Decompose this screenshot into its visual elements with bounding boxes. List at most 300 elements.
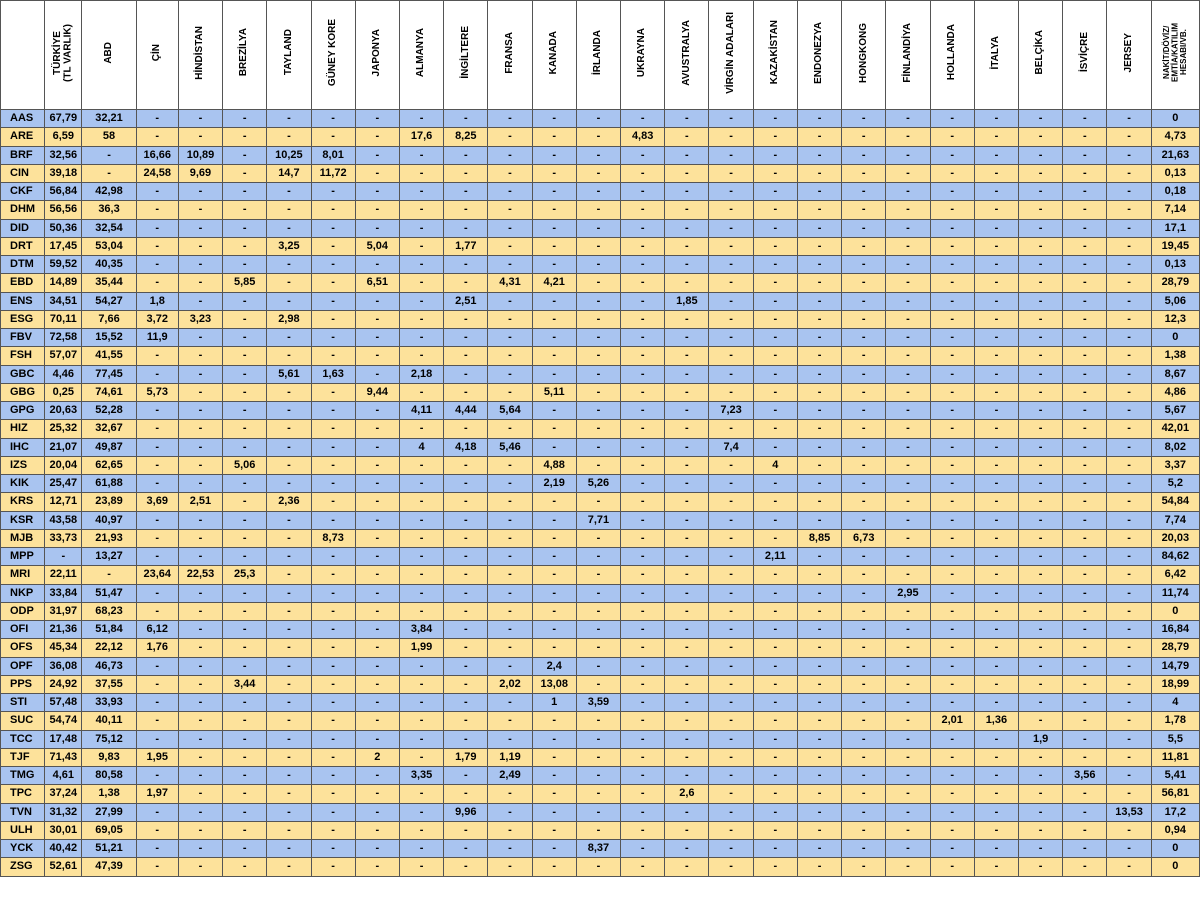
table-cell: - <box>930 347 974 365</box>
table-cell: 5,26 <box>576 475 620 493</box>
table-cell: - <box>488 183 532 201</box>
table-row <box>1 475 1200 493</box>
table-cell: - <box>223 493 267 511</box>
row-code: PPS <box>1 675 45 693</box>
table-cell: - <box>709 566 753 584</box>
table-cell: - <box>1063 456 1107 474</box>
table-cell: - <box>930 694 974 712</box>
row-code: DHM <box>1 201 45 219</box>
table-cell: - <box>974 785 1018 803</box>
table-cell: - <box>1107 347 1151 365</box>
table-cell: - <box>1019 748 1063 766</box>
table-cell: - <box>576 456 620 474</box>
table-cell: - <box>974 475 1018 493</box>
table-cell: - <box>399 748 443 766</box>
table-cell: - <box>930 383 974 401</box>
table-cell: - <box>311 383 355 401</box>
table-row <box>1 237 1200 255</box>
table-cell: 70,11 <box>45 310 82 328</box>
table-cell: - <box>267 511 311 529</box>
table-cell: - <box>576 201 620 219</box>
table-cell: 53,04 <box>82 237 136 255</box>
table-cell: - <box>797 475 841 493</box>
table-cell: - <box>930 420 974 438</box>
table-row <box>1 657 1200 675</box>
table-cell: - <box>1019 602 1063 620</box>
table-cell: - <box>709 602 753 620</box>
table-cell: - <box>621 219 665 237</box>
table-cell: 40,11 <box>82 712 136 730</box>
table-cell: 0 <box>1151 329 1199 347</box>
table-cell: 2,11 <box>753 548 797 566</box>
table-cell: 50,36 <box>45 219 82 237</box>
table-cell: - <box>311 310 355 328</box>
table-cell: - <box>709 675 753 693</box>
table-cell: - <box>797 438 841 456</box>
table-row <box>1 456 1200 474</box>
table-cell: - <box>886 821 930 839</box>
table-cell: 2,98 <box>267 310 311 328</box>
column-header <box>576 1 620 110</box>
table-cell: 3,69 <box>136 493 178 511</box>
table-cell: - <box>576 767 620 785</box>
table-cell: 72,58 <box>45 329 82 347</box>
table-cell: - <box>753 383 797 401</box>
table-cell: - <box>665 402 709 420</box>
table-cell: 7,71 <box>576 511 620 529</box>
table-cell: - <box>753 183 797 201</box>
table-cell: 20,04 <box>45 456 82 474</box>
table-cell: 32,21 <box>82 110 136 128</box>
table-cell: - <box>311 456 355 474</box>
table-cell: 4,31 <box>488 274 532 292</box>
table-cell: - <box>1063 858 1107 876</box>
table-cell: - <box>753 511 797 529</box>
table-cell: - <box>488 237 532 255</box>
table-cell: - <box>1019 402 1063 420</box>
table-cell: - <box>136 840 178 858</box>
table-cell: - <box>665 694 709 712</box>
table-cell: - <box>621 639 665 657</box>
table-cell: 32,67 <box>82 420 136 438</box>
table-cell: - <box>797 730 841 748</box>
table-cell: 11,9 <box>136 329 178 347</box>
table-cell: - <box>1019 201 1063 219</box>
table-cell: - <box>621 274 665 292</box>
table-cell: - <box>267 402 311 420</box>
row-code: OFI <box>1 621 45 639</box>
row-code: FSH <box>1 347 45 365</box>
table-cell: - <box>223 110 267 128</box>
table-cell: - <box>1107 146 1151 164</box>
table-cell: 1,76 <box>136 639 178 657</box>
table-cell: 22,12 <box>82 639 136 657</box>
row-code: EBD <box>1 274 45 292</box>
table-cell: 4,11 <box>399 402 443 420</box>
table-cell: - <box>399 548 443 566</box>
table-cell: - <box>886 511 930 529</box>
table-cell: - <box>444 420 488 438</box>
table-cell: - <box>444 621 488 639</box>
column-header-label: ABD <box>102 41 114 64</box>
table-cell: - <box>82 566 136 584</box>
table-cell: - <box>311 292 355 310</box>
table-cell: - <box>267 821 311 839</box>
table-cell: - <box>842 621 886 639</box>
table-cell: - <box>1107 475 1151 493</box>
table-cell: - <box>178 365 222 383</box>
table-cell: - <box>1063 201 1107 219</box>
table-cell: 40,97 <box>82 511 136 529</box>
table-cell: - <box>532 712 576 730</box>
table-cell: - <box>621 256 665 274</box>
table-cell: - <box>355 858 399 876</box>
column-header-label: ALMANYA <box>415 27 427 78</box>
table-cell: - <box>1063 785 1107 803</box>
table-cell: 39,18 <box>45 164 82 182</box>
table-cell: 33,84 <box>45 584 82 602</box>
table-cell: 69,05 <box>82 821 136 839</box>
table-cell: 8,73 <box>311 529 355 547</box>
table-cell: 28,79 <box>1151 274 1199 292</box>
table-cell: 56,56 <box>45 201 82 219</box>
column-header <box>223 1 267 110</box>
table-cell: - <box>355 402 399 420</box>
table-row <box>1 548 1200 566</box>
row-code: ZSG <box>1 858 45 876</box>
table-cell: - <box>974 639 1018 657</box>
row-code: TPC <box>1 785 45 803</box>
table-cell: - <box>136 730 178 748</box>
table-cell: - <box>930 803 974 821</box>
table-cell: - <box>488 329 532 347</box>
table-cell: 5,41 <box>1151 767 1199 785</box>
table-cell: - <box>665 128 709 146</box>
table-cell: - <box>311 675 355 693</box>
table-cell: - <box>886 274 930 292</box>
table-cell: - <box>709 584 753 602</box>
table-cell: - <box>444 329 488 347</box>
table-cell: - <box>1063 639 1107 657</box>
table-cell: - <box>797 365 841 383</box>
table-cell: - <box>399 493 443 511</box>
table-cell: 14,79 <box>1151 657 1199 675</box>
table-cell: - <box>1063 256 1107 274</box>
table-cell: - <box>532 748 576 766</box>
table-row <box>1 712 1200 730</box>
table-cell: 1,19 <box>488 748 532 766</box>
table-cell: 67,79 <box>45 110 82 128</box>
table-cell: - <box>753 858 797 876</box>
row-code: KIK <box>1 475 45 493</box>
table-cell: - <box>1107 602 1151 620</box>
table-cell: - <box>576 219 620 237</box>
table-cell: - <box>621 621 665 639</box>
table-cell: - <box>136 219 178 237</box>
table-cell: - <box>178 767 222 785</box>
table-cell: 6,59 <box>45 128 82 146</box>
table-cell: - <box>576 365 620 383</box>
table-cell: - <box>223 639 267 657</box>
table-cell: - <box>930 128 974 146</box>
table-cell: - <box>488 511 532 529</box>
table-cell: - <box>444 219 488 237</box>
table-cell: - <box>621 785 665 803</box>
table-cell: - <box>532 602 576 620</box>
table-row <box>1 621 1200 639</box>
row-code: CKF <box>1 183 45 201</box>
table-cell: - <box>1107 456 1151 474</box>
table-cell: - <box>178 675 222 693</box>
table-cell: - <box>399 292 443 310</box>
table-cell: - <box>223 803 267 821</box>
table-cell: - <box>886 493 930 511</box>
table-cell: - <box>797 548 841 566</box>
table-cell: - <box>621 329 665 347</box>
table-cell: - <box>886 310 930 328</box>
table-cell: - <box>886 566 930 584</box>
table-cell: - <box>665 712 709 730</box>
table-cell: 8,02 <box>1151 438 1199 456</box>
table-cell: - <box>842 657 886 675</box>
table-cell: - <box>842 511 886 529</box>
table-cell: - <box>886 383 930 401</box>
table-cell: - <box>444 566 488 584</box>
row-code: GBG <box>1 383 45 401</box>
table-cell: - <box>355 621 399 639</box>
table-cell: - <box>797 420 841 438</box>
table-cell: - <box>842 310 886 328</box>
table-cell: - <box>709 292 753 310</box>
table-cell: - <box>311 110 355 128</box>
table-cell: - <box>930 475 974 493</box>
table-cell: - <box>82 164 136 182</box>
table-cell: 21,63 <box>1151 146 1199 164</box>
table-row <box>1 529 1200 547</box>
column-header-label: İSVİÇRE <box>1078 32 1090 73</box>
table-cell: - <box>576 292 620 310</box>
table-cell: 43,58 <box>45 511 82 529</box>
table-cell: - <box>930 310 974 328</box>
table-cell: 37,24 <box>45 785 82 803</box>
table-cell: - <box>178 292 222 310</box>
table-cell: - <box>753 164 797 182</box>
table-cell: - <box>1063 675 1107 693</box>
table-cell: - <box>665 657 709 675</box>
table-cell: - <box>797 383 841 401</box>
table-cell: - <box>444 310 488 328</box>
table-cell: - <box>709 493 753 511</box>
table-cell: 5,04 <box>355 237 399 255</box>
table-cell: 52,28 <box>82 402 136 420</box>
table-cell: - <box>930 329 974 347</box>
table-cell: - <box>1019 219 1063 237</box>
table-cell: - <box>311 803 355 821</box>
table-cell: 58 <box>82 128 136 146</box>
table-cell: - <box>399 420 443 438</box>
table-cell: - <box>1063 694 1107 712</box>
table-cell: - <box>223 383 267 401</box>
column-header-label: FİNLANDİYA <box>901 22 913 83</box>
table-cell: - <box>797 803 841 821</box>
table-cell: - <box>1107 256 1151 274</box>
table-cell: - <box>665 456 709 474</box>
table-cell: - <box>709 110 753 128</box>
table-cell: - <box>223 730 267 748</box>
table-cell: 34,51 <box>45 292 82 310</box>
table-cell: 24,58 <box>136 164 178 182</box>
table-cell: - <box>709 840 753 858</box>
table-cell: - <box>665 529 709 547</box>
table-cell: - <box>267 785 311 803</box>
table-cell: - <box>311 785 355 803</box>
table-cell: - <box>1019 110 1063 128</box>
table-cell: - <box>1107 639 1151 657</box>
table-cell: - <box>399 511 443 529</box>
table-cell: - <box>886 785 930 803</box>
table-cell: - <box>886 183 930 201</box>
table-cell: - <box>753 621 797 639</box>
table-cell: - <box>1107 237 1151 255</box>
table-cell: - <box>842 420 886 438</box>
table-cell: - <box>223 548 267 566</box>
table-row <box>1 493 1200 511</box>
table-cell: 8,01 <box>311 146 355 164</box>
table-row <box>1 821 1200 839</box>
table-cell: - <box>355 347 399 365</box>
table-cell: - <box>488 146 532 164</box>
table-cell: - <box>136 256 178 274</box>
table-cell: - <box>842 274 886 292</box>
table-cell: - <box>930 511 974 529</box>
table-cell: - <box>886 694 930 712</box>
table-cell: - <box>355 548 399 566</box>
table-cell: - <box>621 310 665 328</box>
table-row <box>1 602 1200 620</box>
table-cell: - <box>797 785 841 803</box>
table-cell: - <box>223 821 267 839</box>
table-cell: - <box>355 694 399 712</box>
column-header <box>665 1 709 110</box>
table-cell: 1,78 <box>1151 712 1199 730</box>
table-cell: - <box>136 183 178 201</box>
table-cell: - <box>842 383 886 401</box>
table-cell: - <box>311 128 355 146</box>
table-cell: - <box>311 493 355 511</box>
table-cell: - <box>621 110 665 128</box>
table-row <box>1 164 1200 182</box>
table-cell: - <box>665 748 709 766</box>
table-cell: - <box>178 383 222 401</box>
table-cell: - <box>576 730 620 748</box>
table-cell: - <box>930 566 974 584</box>
table-cell: - <box>1107 785 1151 803</box>
table-cell: - <box>267 329 311 347</box>
table-cell: - <box>178 438 222 456</box>
table-cell: - <box>709 694 753 712</box>
table-cell: - <box>1107 493 1151 511</box>
table-cell: - <box>223 365 267 383</box>
table-cell: - <box>974 456 1018 474</box>
table-cell: - <box>532 347 576 365</box>
table-cell: - <box>223 201 267 219</box>
table-cell: 77,45 <box>82 365 136 383</box>
table-cell: - <box>267 438 311 456</box>
table-row <box>1 438 1200 456</box>
table-cell: - <box>223 329 267 347</box>
table-cell: - <box>136 529 178 547</box>
table-cell: 14,89 <box>45 274 82 292</box>
table-cell: - <box>267 712 311 730</box>
table-cell: - <box>311 475 355 493</box>
table-cell: 3,37 <box>1151 456 1199 474</box>
table-cell: - <box>665 639 709 657</box>
table-cell: - <box>311 584 355 602</box>
column-header <box>355 1 399 110</box>
header-row <box>1 1 1200 110</box>
table-cell: - <box>576 858 620 876</box>
table-cell: - <box>753 274 797 292</box>
table-cell: - <box>355 730 399 748</box>
table-cell: - <box>444 365 488 383</box>
column-header <box>444 1 488 110</box>
table-cell: - <box>753 146 797 164</box>
table-cell: - <box>842 128 886 146</box>
table-cell: 13,53 <box>1107 803 1151 821</box>
table-cell: - <box>842 146 886 164</box>
table-cell: - <box>399 329 443 347</box>
table-cell: - <box>842 803 886 821</box>
table-cell: - <box>1063 274 1107 292</box>
table-cell: 24,92 <box>45 675 82 693</box>
table-cell: - <box>797 164 841 182</box>
table-cell: 17,48 <box>45 730 82 748</box>
table-cell: - <box>355 183 399 201</box>
table-cell: 46,73 <box>82 657 136 675</box>
table-cell: - <box>709 785 753 803</box>
table-cell: 5,06 <box>223 456 267 474</box>
table-cell: - <box>355 292 399 310</box>
table-cell: - <box>709 456 753 474</box>
table-cell: - <box>621 383 665 401</box>
table-cell: - <box>311 237 355 255</box>
table-cell: - <box>311 438 355 456</box>
table-cell: - <box>1063 584 1107 602</box>
table-cell: - <box>311 201 355 219</box>
table-row <box>1 566 1200 584</box>
table-cell: - <box>1063 329 1107 347</box>
table-cell: 3,59 <box>576 694 620 712</box>
table-cell: - <box>355 767 399 785</box>
table-cell: - <box>1063 566 1107 584</box>
table-cell: 54,74 <box>45 712 82 730</box>
table-cell: - <box>709 639 753 657</box>
table-cell: - <box>709 274 753 292</box>
row-code: MPP <box>1 548 45 566</box>
table-cell: - <box>1019 183 1063 201</box>
table-cell: - <box>886 347 930 365</box>
table-cell: - <box>267 292 311 310</box>
table-cell: 0,13 <box>1151 256 1199 274</box>
table-cell: - <box>886 110 930 128</box>
table-cell: 80,58 <box>82 767 136 785</box>
table-cell: - <box>267 219 311 237</box>
table-cell: - <box>267 566 311 584</box>
table-cell: - <box>1063 748 1107 766</box>
table-cell: 21,36 <box>45 621 82 639</box>
table-cell: - <box>136 128 178 146</box>
table-cell: - <box>1107 402 1151 420</box>
